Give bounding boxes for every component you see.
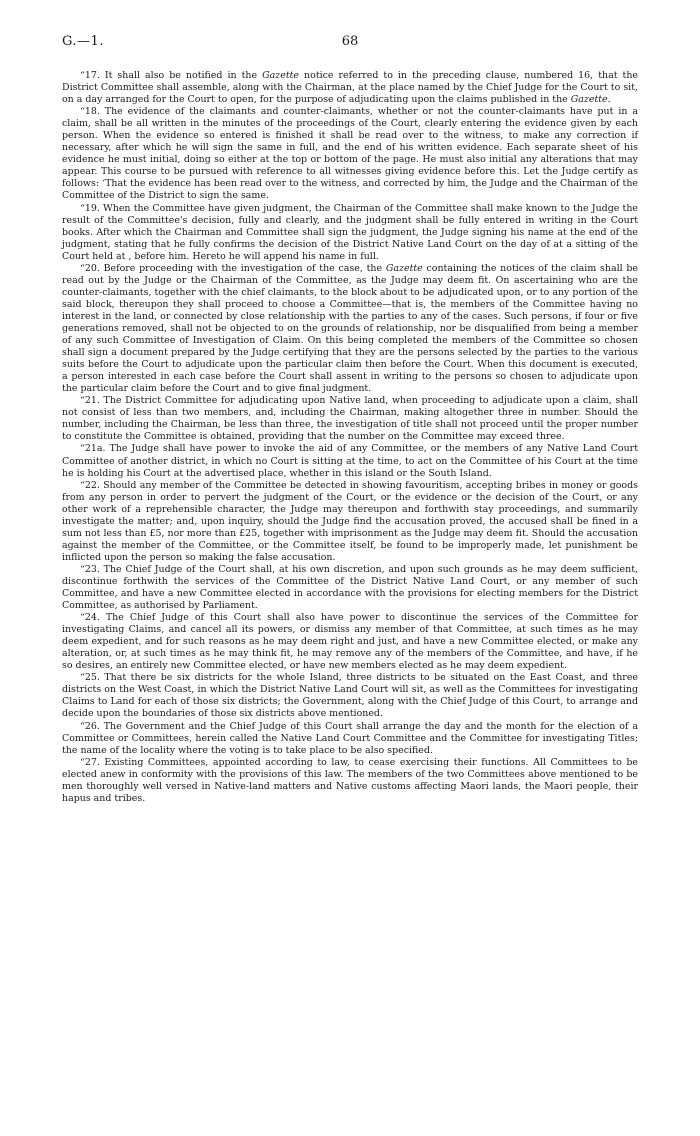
paragraph-20: “20. Before proceeding with the investigation of the case, the Gazette containing the notices of the claim shall be read out by the Judge or the Chairman of the Committee, as the Judge may deem fit. On ascertaining who are the counter-claimants, together with the chief claimants, to the block about to be adjudicated upon, or to any portion of the said block, thereupon they shall proceed to choose a Committee—that is, the members of the Committee having no interest in the land, or connected by close relationship with the parties to any of the cases. Such persons, if four or five generations removed, shall not be objected to on the grounds of relationship, nor be disqualified from being a member of any such Committee of Investigation of Claim. On this being completed the members of the Committee so chosen shall sign a document prepared by the Judge certifying that they are the persons selected by the parties to the various suits before the Court to adjudicate upon the particular claim then before the Court. When this document is executed, a person interested in each case before the Court shall assent in writing to the persons so chosen to adjudicate upon the particular claim before the Court and to give final judgment. <box>62 262 638 395</box>
paragraph-17: “17. It shall also be notified in the Gazette notice referred to in the preceding clause, numbered 16, that the District Committee shall assemble, along with the Chairman, at the place named by the Chief Judge for the Court to sit, on a day arranged for the Court to open, for the purpose of adjudicating upon the claims published in the Gazette. <box>62 70 638 106</box>
paragraph-27: “27. Existing Committees, appointed according to law, to cease exercising their functions. All Committees to be elected anew in conformity with the provisions of this law. The members of the two Committees above mentioned to be men thoroughly well versed in Native-land matters and Native customs affecting Maori lands, the Maori people, their hapus and tribes. <box>62 756 638 804</box>
paragraph-21: “21. The District Committee for adjudicating upon Native land, when proceeding to adjudicate upon a claim, shall not consist of less than two members, and, including the Chairman, making altogether three in number. Should the number, including the Chairman, be less than three, the investigation of title shall not proceed until the proper number to constitute the Committee is obtained, providing that the number on the Committee may exceed three. <box>62 395 638 443</box>
paragraph-23: “23. The Chief Judge of the Court shall, at his own discretion, and upon such grounds as he may deem sufficient, discontinue forthwith the services of the Committee of the District Native Land Court, or any member of such Committee, and have a new Committee elected in accordance with the provisions for electing members for the District Committee, as authorised by Parliament. <box>62 563 638 612</box>
paragraph-25: “25. That there be six districts for the whole Island, three districts to be situated on the East Coast, and three districts on the West Coast, in which the District Native Land Court will sit, as well as the Committees for investigating Claims to Land for each of those six districts; the Government, along with the Chief Judge of this Court, to arrange and decide upon the boundaries of those six districts above mentioned. <box>62 672 638 720</box>
page-number: 68 <box>341 34 359 49</box>
paragraph-21a: “21a. The Judge shall have power to invoke the aid of any Committee, or the members of any Native Land Court Committee of another district, in which no Court is sitting at the time, to act on the Committee of his Court at the time he is holding his Court at the advertised place, whether in this island or the South Island. <box>62 443 638 479</box>
page-header <box>62 34 638 52</box>
document-body <box>62 70 638 805</box>
paragraph-18: “18. The evidence of the claimants and counter-claimants, whether or not the counter-claimants have put in a claim, shall be all written in the minutes of the proceedings of the Court, clearly entering the evidence given by each person. When the evidence so entered is finished it shall be read over to the witness, to make any correction if necessary, after which he will sign the same in full, and the end of his written evidence. Each separate sheet of his evidence he must initial, doing so either at the top or bottom of the page. He must also initial any alterations that may appear. This course to be pursued with reference to all witnesses giving evidence before this. Let the Judge certify as follows: ‘That the evidence has been read over to the witness, and corrected by him, the Judge and the Chairman of the Committee of the District to sign the same. <box>62 106 638 202</box>
paragraph-19: “19. When the Committee have given judgment, the Chairman of the Committee shall make known to the Judge the result of the Committee's decision, fully and clearly, and the judgment shall be fully entered in writing in the Court books. After which the Chairman and Committee shall sign the judgment, the Judge signing his name at the end of the judgment, stating that he fully confirms the decision of the District Native Land Court on the day of at a sitting of the Court held at , before him. Hereto he will append his name in full. <box>62 202 638 262</box>
paragraph-24: “24. The Chief Judge of this Court shall also have power to discontinue the services of the Committee for investigating Claims, and cancel all its powers, or dismiss any member of that Committee, at such times as he may deem expedient, and for such reasons as he may deem right and just, and have a new Committee elected, or make any alteration, or, at such times as he may think fit, he may remove any of the members of the Committee, and have, if he so desires, an entirely new Committee elected, or have new members elected as he may deem expedient. <box>62 612 638 672</box>
document-reference: G.—1. <box>62 34 104 49</box>
paragraph-22: “22. Should any member of the Committee be detected in showing favouritism, accepting bribes in money or goods from any person in order to pervert the judgment of the Court, or the evidence or the decision of the Court, or any other work of a reprehensible character, the Judge may thereupon and forthwith stay proceedings, and summarily investigate the matter; and, upon inquiry, should the Judge find the accusation proved, the accused shall be fined in a sum not less than £5, nor more than £25, together with imprisonment as the Judge may deem fit. Should the accusation against the member of the Committee, or the Committee itself, be found to be improperly made, let punishment be inflicted upon the person so making the false accusation. <box>62 479 638 563</box>
paragraph-26: “26. The Government and the Chief Judge of this Court shall arrange the day and the month for the election of a Committee or Committees, herein called the Native Land Court Committee and the Committee for investigating Titles; the name of the locality where the voting is to take place to be also specified. <box>62 720 638 756</box>
